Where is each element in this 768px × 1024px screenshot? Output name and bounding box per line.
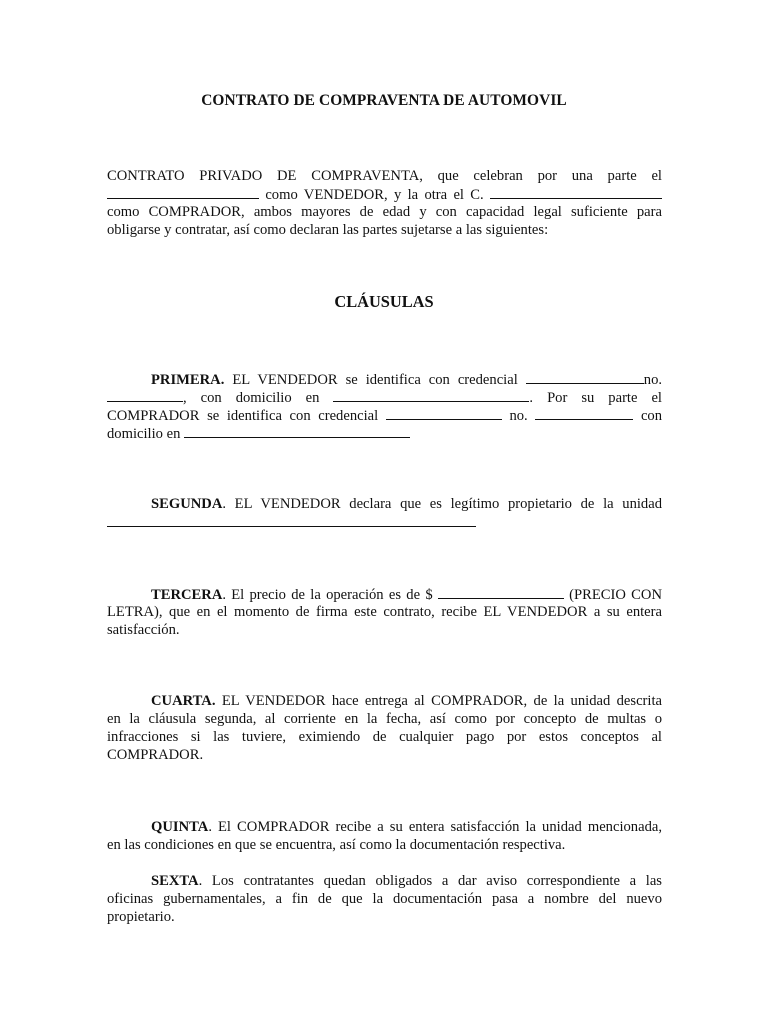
clause-tercera (107, 585, 662, 639)
intro-line-1: CONTRATO PRIVADO DE COMPRAVENTA, que celebran por una parte el (107, 168, 662, 184)
primera-line-1-text: EL VENDEDOR se identifica con credencial (232, 372, 518, 388)
segunda-label: SEGUNDA (151, 496, 223, 512)
seller-address-blank (333, 388, 529, 402)
intro-line-3: como COMPRADOR, ambos mayores de edad y con capacidad legal suficiente para (107, 204, 662, 220)
seller-credential-number-blank (107, 388, 183, 402)
segunda-line-1 (107, 495, 662, 513)
buyer-address-blank (184, 424, 410, 438)
tercera-line-1-text: . El precio de la operación es de $ (222, 587, 433, 603)
tercera-line-1 (107, 585, 662, 603)
price-blank (438, 585, 564, 599)
primera-no-1: no. (643, 372, 663, 388)
clause-cuarta (107, 692, 662, 764)
sexta-line-3: propietario. (107, 909, 175, 925)
clause-primera (107, 370, 662, 442)
quinta-line-1-text: . El COMPRADOR recibe a su entera satisfacción la unidad mencionada, (208, 819, 662, 835)
primera-line-4 (107, 424, 662, 442)
primera-no-2: no. (509, 408, 528, 424)
seller-name-blank (107, 185, 259, 199)
quinta-line-2: en las condiciones en que se encuentra, así como la documentación respectiva. (107, 837, 566, 853)
segunda-line-1-text: . EL VENDEDOR declara que es legítimo propietario de la unidad (222, 496, 662, 512)
primera-line-3-text: COMPRADOR se identifica con credencial (107, 408, 379, 424)
sexta-line-1-text: . Los contratantes quedan obligados a dar aviso correspondiente a las (198, 873, 662, 889)
primera-por-su-parte: . Por su parte el (529, 390, 662, 406)
primera-line-2 (107, 388, 662, 406)
intro-paragraph (107, 167, 662, 239)
cuarta-line-3: infracciones si las tuviere, eximiendo de cualquier pago por estos conceptos al (107, 729, 662, 745)
quinta-label: QUINTA (151, 819, 209, 835)
segunda-line-2 (107, 513, 662, 531)
intro-line-4: obligarse y contratar, así como declaran las partes sujetarse a las siguientes: (107, 222, 549, 238)
buyer-name-blank (490, 185, 662, 199)
quinta-line-1 (107, 818, 662, 836)
intro-line-2 (107, 185, 662, 203)
sexta-line-2: oficinas gubernamentales, a fin de que la documentación pasa a nombre del nuevo (107, 891, 662, 907)
tercera-precio-con: (PRECIO CON (569, 587, 662, 603)
sexta-line-1 (107, 872, 662, 890)
intro-line-2-text: como VENDEDOR, y la otra el C. (265, 187, 484, 203)
tercera-label: TERCERA (151, 587, 223, 603)
tercera-line-2: LETRA), que en el momento de firma este contrato, recibe EL VENDEDOR a su entera (107, 604, 662, 620)
tercera-line-3: satisfacción. (107, 622, 180, 638)
document-title: CONTRATO DE COMPRAVENTA DE AUTOMOVIL (201, 92, 567, 109)
primera-label: PRIMERA. (151, 372, 225, 388)
primera-domicilio-en: domicilio en (107, 426, 181, 442)
cuarta-line-1-text: EL VENDEDOR hace entrega al COMPRADOR, de la unidad descrita (221, 693, 662, 709)
primera-domicilio-text: , con domicilio en (183, 390, 320, 406)
vehicle-description-blank (107, 513, 476, 527)
cuarta-line-4: COMPRADOR. (107, 747, 204, 763)
buyer-credential-blank (386, 406, 502, 420)
sexta-label: SEXTA (151, 873, 199, 889)
primera-line-3 (107, 406, 662, 424)
cuarta-line-2: en la cláusula segunda, al corriente en la fecha, así como por concepto de multas o (107, 711, 662, 727)
cuarta-line-1 (107, 692, 662, 710)
seller-credential-blank (526, 370, 644, 384)
clause-quinta (107, 818, 662, 854)
buyer-credential-number-blank (535, 406, 633, 420)
primera-line-1 (107, 370, 662, 388)
clause-sexta (107, 872, 662, 926)
primera-con: con (640, 408, 663, 424)
clause-segunda (107, 495, 662, 531)
cuarta-label: CUARTA. (151, 693, 216, 709)
clausulas-heading: CLÁUSULAS (334, 292, 434, 311)
